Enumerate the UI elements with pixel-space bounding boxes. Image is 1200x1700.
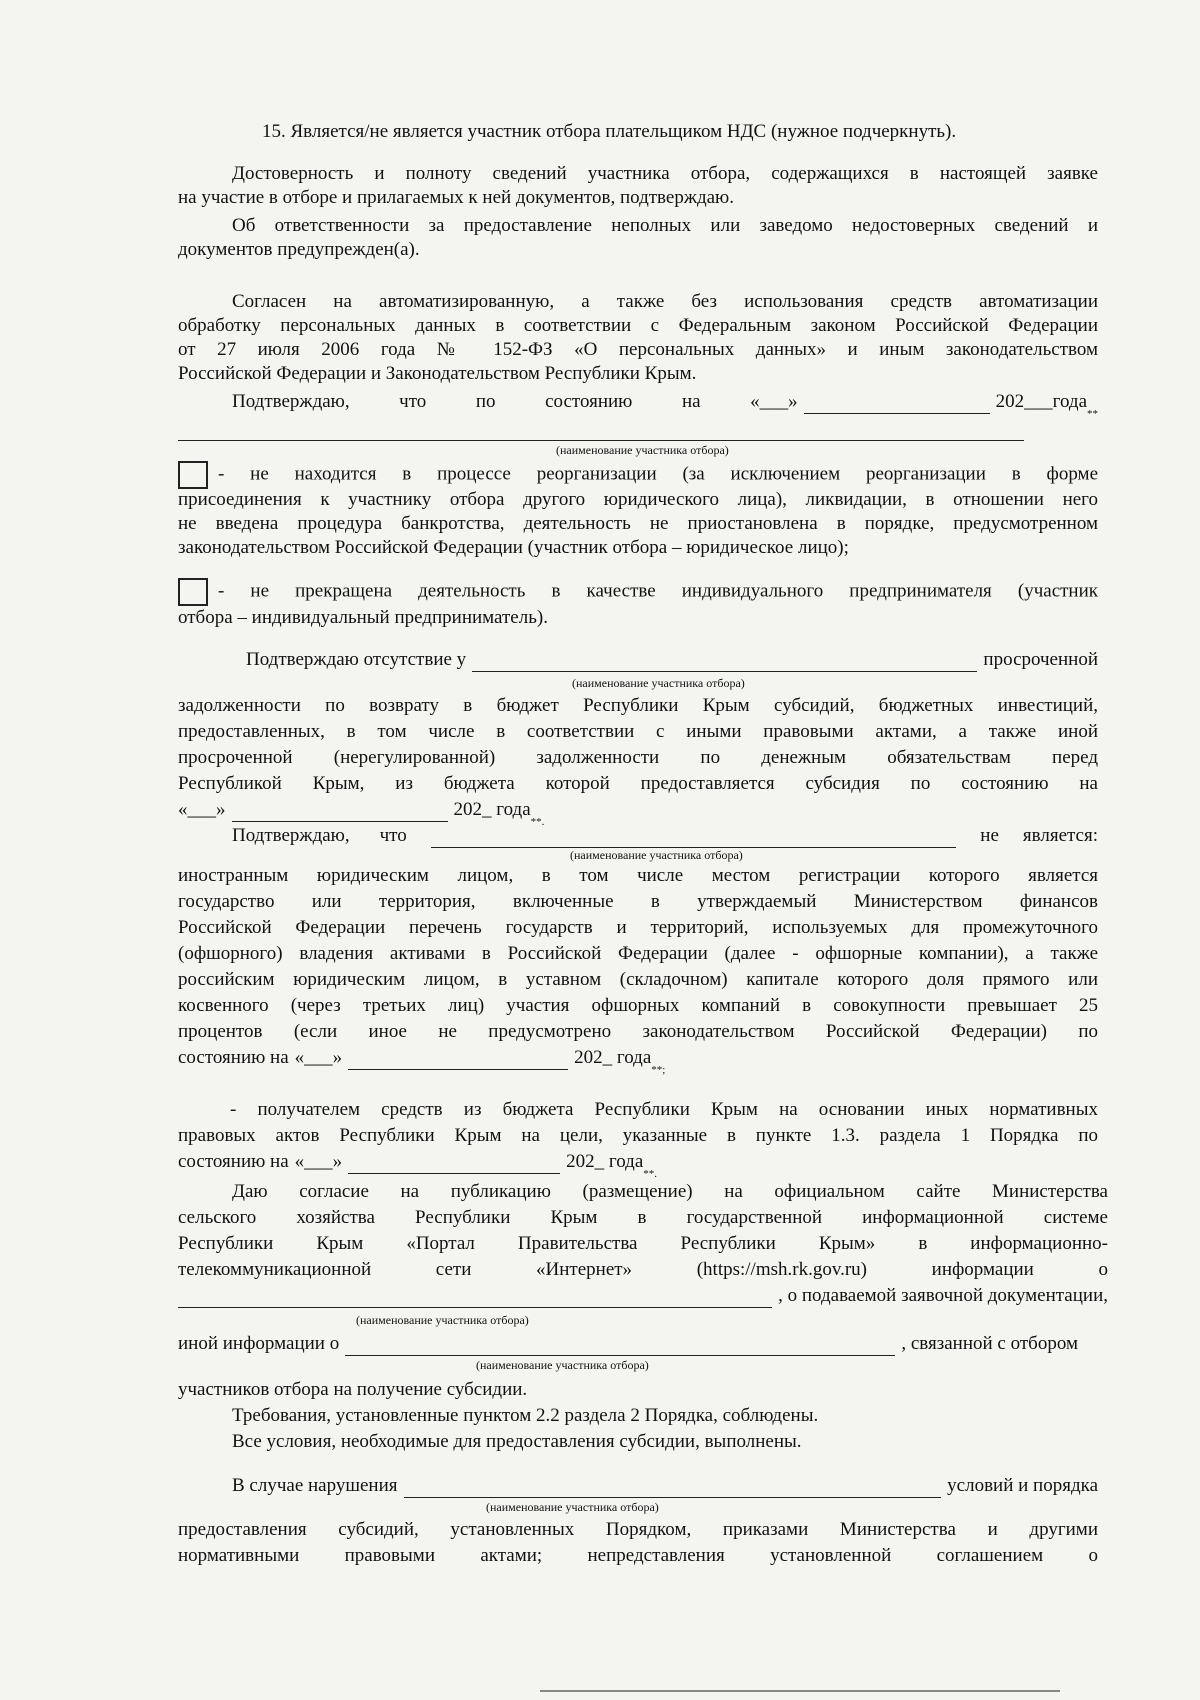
recipient-day-field[interactable]: «___» [294,1151,343,1172]
cb2-line2: отбора – индивидуальный предприниматель). [178,607,548,628]
debt-line3: просроченной (нерегулированной) задолженности по денежным обязательствам перед [178,747,1098,768]
participant-caption-4: (наименование участника отбора) [356,1313,529,1327]
word-on: на [681,391,701,412]
not-offshore-confirm: Подтверждаю, [232,825,350,846]
legal-entity-checkbox[interactable] [178,461,208,489]
publication-line3: Республики Крым «Портал Правительства Республики Крым» в информационно- [178,1233,1108,1254]
para-reliability-line1: Достоверность и полноту сведений участника отбора, содержащихся в настоящей заявке [232,163,1098,184]
offshore-month-field[interactable] [348,1049,568,1070]
not-offshore-that: что [379,825,407,846]
confirm-word: Подтверждаю, [232,391,350,412]
cb1-line3: не введена процедура банкротства, деятельность не приостановлена в порядке, предусмотренном [178,513,1098,534]
checkbox-legal-entity-text: - не находится в процессе реорганизации (за исключением реорганизации в форме [218,463,1098,485]
day-field[interactable]: «___» [750,391,798,412]
para-reliability-line2: на участие в отборе и прилагаемых к ней документов, подтверждаю. [178,187,735,208]
word-that: что [399,391,427,412]
offshore-year-field[interactable]: 202_ года [574,1047,652,1068]
checkbox-ip-row [178,578,1098,606]
para-responsibility-line1: Об ответственности за предоставление неполных или заведомо недостоверных сведений и [232,215,1098,236]
violation-start: В случае нарушения [232,1475,398,1496]
participant-caption-2: (наименование участника отбора) [572,676,745,690]
recipient-line2: правовых актов Республики Крым на цели, указанные в пункте 1.3. раздела 1 Порядка по [178,1125,1098,1146]
conditions-met: Все условия, необходимые для предоставления субсидии, выполнены. [232,1431,802,1452]
para-consent-line1: Согласен на автоматизированную, а также без использования средств автоматизации [232,291,1098,312]
checkbox-ip-text: - не прекращена деятельность в качестве индивидуального предпринимателя (участник [218,580,1098,602]
para-consent-line2: обработку персональных данных в соответствии с Федеральным законом Российской Федерации [178,315,1098,336]
participant-name-field-1[interactable] [178,440,1024,441]
participant-name-field-2[interactable] [472,651,977,672]
not-offshore-is: является: [1022,825,1098,846]
debt-day-field[interactable]: «___» [178,799,226,820]
publication-name-line [178,1284,1108,1308]
item-15: 15. Является/не является участник отбора плательщиком НДС (нужное подчеркнуть). [262,121,957,142]
page-bottom-edge [540,1690,1060,1692]
para-consent-line4: Российской Федерации и Законодательством Республики Крым. [178,363,697,384]
debt-line1: задолженности по возврату в бюджет Республики Крым субсидий, бюджетных инвестиций, [178,695,1098,716]
recipient-month-field[interactable] [348,1153,560,1174]
participant-caption-5: (наименование участника отбора) [476,1358,649,1372]
para-responsibility-line2: документов предупрежден(а). [178,239,420,260]
debt-absence-end: просроченной [983,649,1098,670]
requirements-met: Требования, установленные пунктом 2.2 раздела 2 Порядка, соблюдены. [232,1405,819,1426]
recipient-line1: - получателем средств из бюджета Республики Крым на основании иных нормативных [230,1099,1098,1120]
offshore-line3: Российской Федерации перечень государств и территорий, используемых для промежуточного [178,917,1098,938]
offshore-line2: государство или территория, включенные в утверждаемый Министерством финансов [178,891,1098,912]
month-field[interactable] [804,393,990,414]
individual-entrepreneur-checkbox[interactable] [178,578,208,606]
word-state: состоянию [545,391,633,412]
debt-month-field[interactable] [232,801,448,822]
participant-name-field-5[interactable] [345,1335,895,1356]
other-info-start: иной информации о [178,1333,340,1354]
violation-end: условий и порядка [947,1475,1098,1496]
debt-line2: предоставленных, в том числе в соответствии с иными правовыми актами, а также иной [178,721,1098,742]
offshore-line1: иностранным юридическим лицом, в том числе местом регистрации которого является [178,865,1098,886]
word-by: по [475,391,496,412]
violation-line2: предоставления субсидий, установленных Порядком, приказами Министерства и другими [178,1519,1098,1540]
debt-absence-start: Подтверждаю отсутствие у [246,649,467,670]
not-offshore-line [232,824,1098,848]
debt-year-field[interactable]: 202_ года [453,799,531,820]
participant-caption-3: (наименование участника отбора) [570,848,743,862]
offshore-line6: косвенного (через третьих лиц) участия офшорных компаний в совокупности превышает 25 [178,995,1098,1016]
participant-name-field-6[interactable] [404,1477,942,1498]
participant-caption-1: (наименование участника отбора) [556,443,729,457]
offshore-as-of: состоянию на [178,1047,289,1068]
publication-line4: телекоммуникационной сети «Интернет» (https://msh.rk.gov.ru) информации о [178,1259,1108,1280]
offshore-day-field[interactable]: «___» [294,1047,343,1068]
violation-line [232,1474,1098,1498]
checkbox-legal-entity-row [178,461,1098,489]
debt-date-line: «___» 202_ года **. [178,799,545,828]
recipient-as-of: состоянию на [178,1151,289,1172]
debt-line4: Республикой Крым, из бюджета которой предоставляется субсидия по состоянию на [178,773,1098,794]
recipient-date-line: состоянию на «___» 202_ года **. [178,1151,658,1180]
cb1-line4: законодательством Российской Федерации (участник отбора – юридическое лицо); [178,537,849,558]
violation-line3: нормативными правовыми актами; непредставления установленной соглашением о [178,1545,1098,1566]
offshore-line7: процентов (если иное не предусмотрено законодательством Российской Федерации) по [178,1021,1098,1042]
other-info-line [178,1332,1078,1356]
participant-name-field-3[interactable] [431,827,957,848]
participant-name-field-4[interactable] [178,1287,772,1308]
offshore-line4: (офшорного) владения активами в Российской Федерации (далее - офшорные компании), а также [178,943,1098,964]
cb1-line2: присоединения к участнику отбора другого юридического лица), ликвидации, в отношении него [178,489,1098,510]
offshore-line5: российским юридическим лицом, в уставном (складочном) капитале которого доля прямого или [178,969,1098,990]
year-field[interactable]: 202___года [995,391,1087,412]
publication-line1: Даю согласие на публикацию (размещение) на официальном сайте Министерства [232,1181,1108,1202]
publication-last: участников отбора на получение субсидии. [178,1379,528,1400]
publication-tail: , о подаваемой заявочной документации, [778,1285,1108,1306]
recipient-year-field[interactable]: 202_ года [566,1151,644,1172]
confirm-date-line: Подтверждаю, что по состоянию на «___» 202___года ** [232,391,1098,420]
para-consent-line3: от 27 июля 2006 года № 152-ФЗ «О персональных данных» и иным законодательством [178,339,1098,360]
other-info-end: , связанной с отбором [901,1333,1078,1354]
publication-line2: сельского хозяйства Республики Крым в государственной информационной системе [178,1207,1108,1228]
participant-caption-6: (наименование участника отбора) [486,1500,659,1514]
offshore-date-line: состоянию на «___» 202_ года **; [178,1047,666,1076]
not-offshore-not: не [980,825,999,846]
debt-absence-line [246,648,1098,672]
